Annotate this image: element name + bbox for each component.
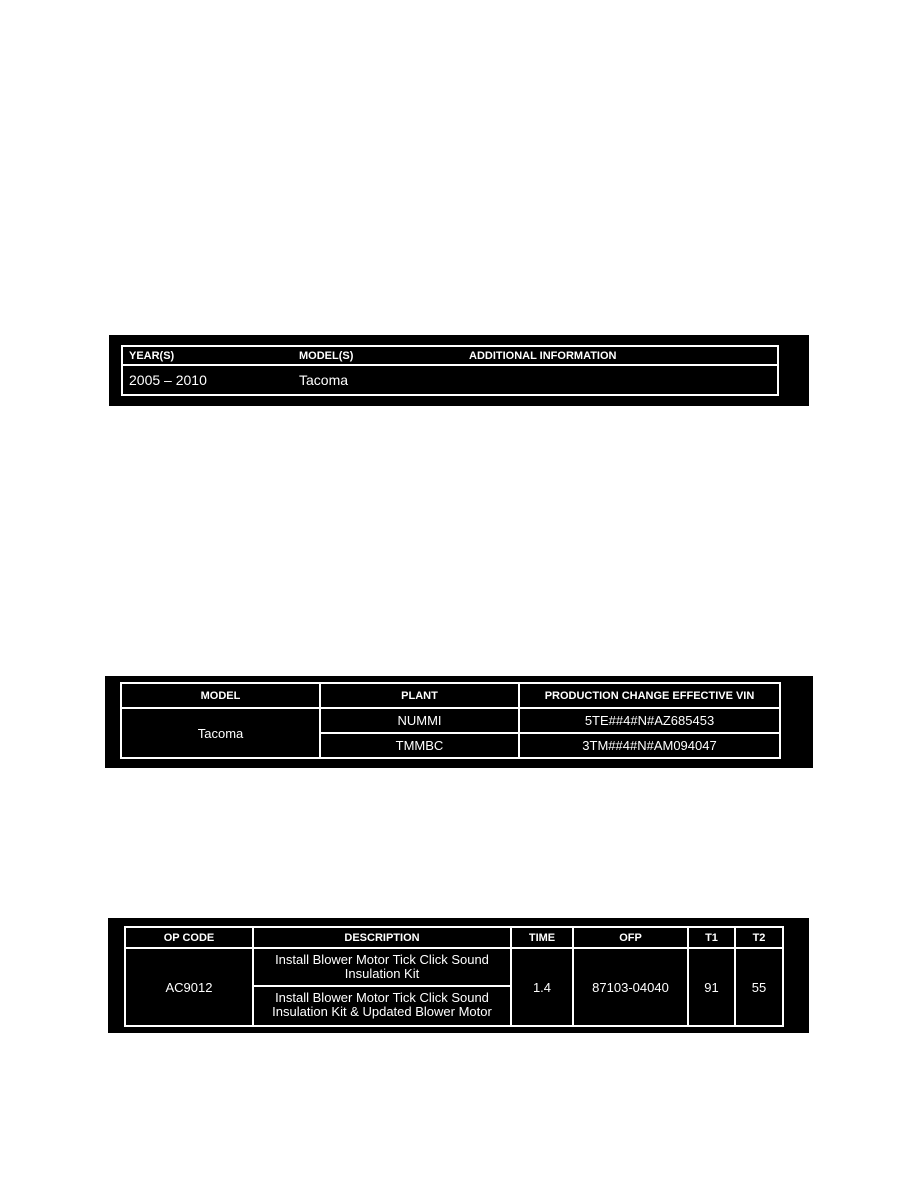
applicability-header-row bbox=[123, 347, 777, 366]
cell-time: 1.4 bbox=[511, 948, 573, 1026]
production-change-table bbox=[105, 676, 813, 768]
cell-ofp: 87103-04040 bbox=[573, 948, 688, 1026]
header-model: MODEL bbox=[121, 683, 320, 708]
cell-model: Tacoma bbox=[299, 372, 349, 388]
header-plant: PLANT bbox=[320, 683, 519, 708]
header-time: TIME bbox=[511, 927, 573, 948]
warranty-grid bbox=[124, 926, 784, 1027]
cell-description: Install Blower Motor Tick Click Sound Insulation Kit bbox=[253, 948, 511, 986]
cell-plant: TMMBC bbox=[320, 733, 519, 758]
header-t2: T2 bbox=[735, 927, 783, 948]
header-t1: T1 bbox=[688, 927, 735, 948]
cell-vin: 5TE##4#N#AZ685453 bbox=[519, 708, 780, 733]
cell-op-code: AC9012 bbox=[125, 948, 253, 1026]
cell-plant: NUMMI bbox=[320, 708, 519, 733]
cell-model: Tacoma bbox=[121, 708, 320, 758]
cell-t2: 55 bbox=[735, 948, 783, 1026]
cell-vin: 3TM##4#N#AM094047 bbox=[519, 733, 780, 758]
applicability-table bbox=[109, 335, 809, 406]
header-op-code: OP CODE bbox=[125, 927, 253, 948]
header-ofp: OFP bbox=[573, 927, 688, 948]
applicability-frame bbox=[121, 345, 779, 396]
production-change-grid bbox=[120, 682, 781, 759]
header-models: MODEL(S) bbox=[299, 350, 354, 362]
description-text: Install Blower Motor Tick Click Sound Insulation Kit & Updated Blower Motor bbox=[272, 991, 492, 1019]
cell-description bbox=[253, 986, 511, 1026]
production-header-row bbox=[121, 683, 780, 708]
cell-t1: 91 bbox=[688, 948, 735, 1026]
table-row bbox=[125, 948, 783, 986]
header-years: YEAR(S) bbox=[129, 350, 175, 362]
cell-years: 2005 – 2010 bbox=[129, 372, 207, 388]
header-effective-vin: PRODUCTION CHANGE EFFECTIVE VIN bbox=[519, 683, 780, 708]
warranty-header-row bbox=[125, 927, 783, 948]
table-row bbox=[121, 708, 780, 733]
header-additional-info: ADDITIONAL INFORMATION bbox=[469, 350, 617, 362]
warranty-table bbox=[108, 918, 809, 1033]
header-description: DESCRIPTION bbox=[253, 927, 511, 948]
